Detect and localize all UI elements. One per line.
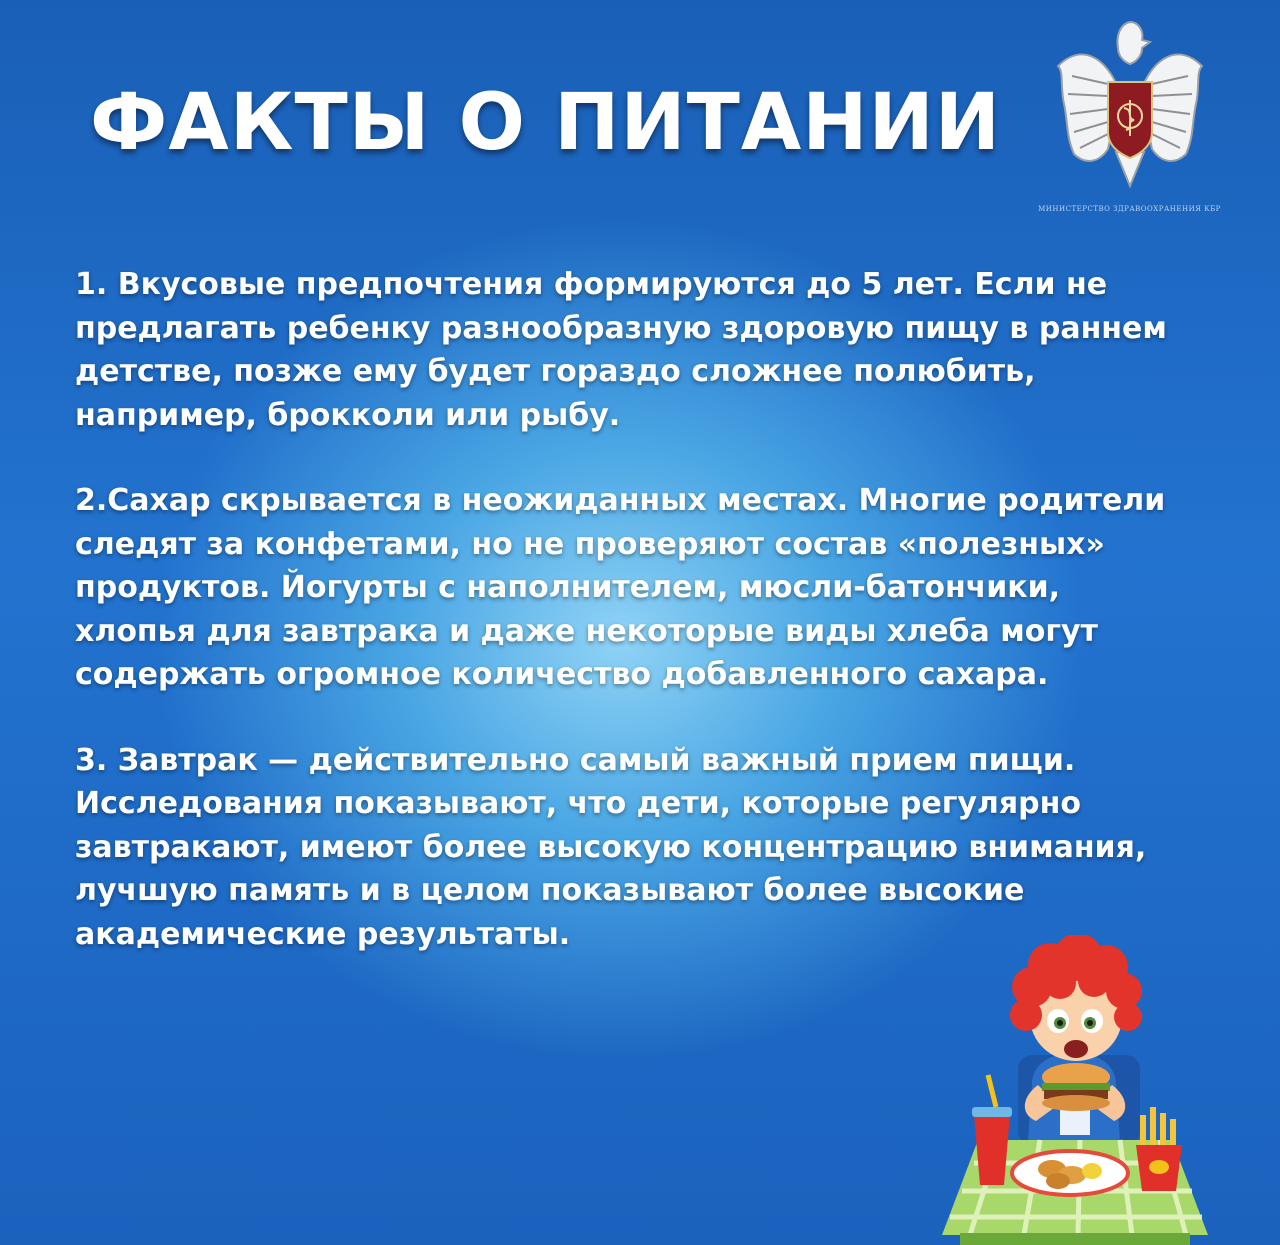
facts-list xyxy=(75,263,1185,998)
eagle-emblem-icon xyxy=(1050,14,1210,189)
page-title: ФАКТЫ О ПИТАНИИ xyxy=(90,78,1002,168)
fact-item: 3. Завтрак — действительно самый важный прием пищи. Исследования показывают, что дети, которые регулярно завтракают, имеют более высокую концентрацию внимания, лучшую память и в целом показывают более высокие академические результаты. xyxy=(75,742,1147,952)
boy-eating-burger-icon xyxy=(940,935,1210,1245)
fact-item: 2.Сахар скрывается в неожиданных местах. Многие родители следят за конфетами, но не проверяют состав «полезных» продуктов. Йогурты с наполнителем, мюсли-батончики, хлопья для завтрака и даже некоторые виды хлеба могут содержать огромное количество добавленного сахара. xyxy=(75,483,1166,692)
fact-item: 1. Вкусовые предпочтения формируются до 5 лет. Если не предлагать ребенку разнообразную здоровую пищу в раннем детстве, позже ему будет гораздо сложнее полюбить, например, брокколи или рыбу. xyxy=(75,267,1167,433)
ministry-caption: МИНИСТЕРСТВО ЗДРАВООХРАНЕНИЯ КБР xyxy=(1038,205,1221,213)
